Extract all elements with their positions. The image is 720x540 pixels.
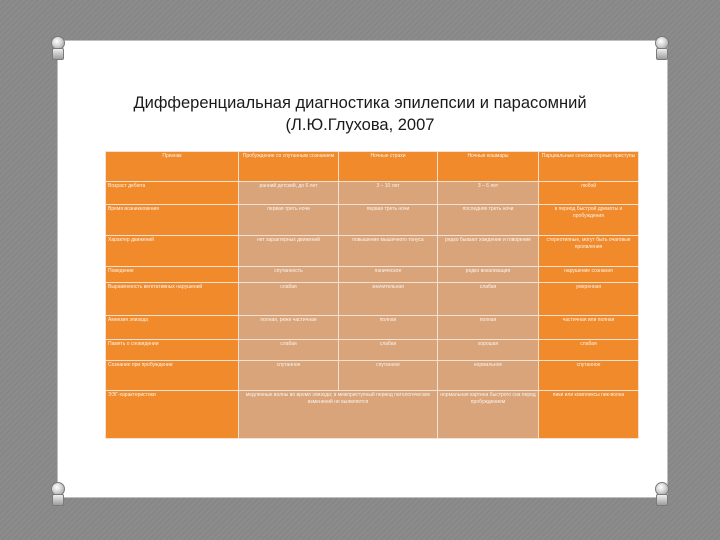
table-cell: ранний детский, до 6 лет <box>239 182 339 205</box>
header-cell: Ночные страхи <box>339 152 438 182</box>
diagnosis-table <box>105 151 639 439</box>
table-cell: первая треть ночи <box>339 205 438 236</box>
table-cell: медленные волны во время эпизода; в межприступный период патологических изменений не выявляется <box>239 391 438 439</box>
table-row <box>106 340 639 361</box>
table-row <box>106 182 639 205</box>
header-cell: Парциальные сенсомоторные приступы <box>539 152 639 182</box>
table-cell: в период быстрой дремоты и пробуждения <box>539 205 639 236</box>
table-row <box>106 316 639 340</box>
table-cell: редко бывают хождение и говорение <box>438 236 539 267</box>
table-cell: слабая <box>539 340 639 361</box>
table-row <box>106 236 639 267</box>
header-cell: Признак <box>106 152 239 182</box>
table-cell: Выраженность вегетативных нарушений <box>106 283 239 316</box>
table-cell: Сознание при пробуждении <box>106 361 239 391</box>
table-row <box>106 205 639 236</box>
title-line-1: Дифференциальная диагностика эпилепсии и парасомний <box>133 94 587 112</box>
table-cell: Время возникновения <box>106 205 239 236</box>
table-cell: спутанное <box>239 361 339 391</box>
table-cell: последняя треть ночи <box>438 205 539 236</box>
slide-title <box>0 92 720 136</box>
table-cell: спутанное <box>339 361 438 391</box>
pushpin-icon <box>654 482 670 508</box>
table-cell: 3 – 6 лет <box>438 182 539 205</box>
table-cell: слабая <box>438 283 539 316</box>
table-cell: 3 – 10 лет <box>339 182 438 205</box>
table-header-row <box>106 152 639 182</box>
table-cell: частичная или полная <box>539 316 639 340</box>
table-cell: полная <box>339 316 438 340</box>
table-cell: Амнезия эпизода <box>106 316 239 340</box>
table-cell: полная, реже частичная <box>239 316 339 340</box>
title-line-2: (Л.Ю.Глухова, 2007 <box>285 116 435 134</box>
table-cell: нормальная картина быстрого сна перед пробуждением <box>438 391 539 439</box>
pushpin-icon <box>654 36 670 62</box>
table-cell: спутанность <box>239 267 339 283</box>
table-cell: ЭЭГ-характеристики <box>106 391 239 439</box>
table-cell: значительная <box>339 283 438 316</box>
table-cell: нет характерных движений <box>239 236 339 267</box>
table-cell: нормальное <box>438 361 539 391</box>
table-cell: Характер движений <box>106 236 239 267</box>
table-cell: паническое <box>339 267 438 283</box>
table-cell: слабая <box>339 340 438 361</box>
table-cell: редко вокализация <box>438 267 539 283</box>
table-cell: хорошая <box>438 340 539 361</box>
header-cell: Ночные кошмары <box>438 152 539 182</box>
table-cell: любой <box>539 182 639 205</box>
pushpin-icon <box>50 482 66 508</box>
table-cell: слабая <box>239 283 339 316</box>
table-cell: Поведение <box>106 267 239 283</box>
table-cell: спутанное <box>539 361 639 391</box>
table-cell: Возраст дебюта <box>106 182 239 205</box>
table-cell: пики или комплексы пик-волна <box>539 391 639 439</box>
table-cell: повышение мышечного тонуса <box>339 236 438 267</box>
table-row <box>106 283 639 316</box>
table-cell: нарушение сознания <box>539 267 639 283</box>
table-row <box>106 267 639 283</box>
table-cell: умеренная <box>539 283 639 316</box>
table-cell: Память о сновидении <box>106 340 239 361</box>
table-row <box>106 361 639 391</box>
pushpin-icon <box>50 36 66 62</box>
table-row <box>106 391 639 439</box>
table-cell: полная <box>438 316 539 340</box>
header-cell: Пробуждение со спутанным сознанием <box>239 152 339 182</box>
table-cell: первая треть ночи <box>239 205 339 236</box>
table-cell: слабая <box>239 340 339 361</box>
table-cell: стереотипные, могут быть очаговые проявления <box>539 236 639 267</box>
